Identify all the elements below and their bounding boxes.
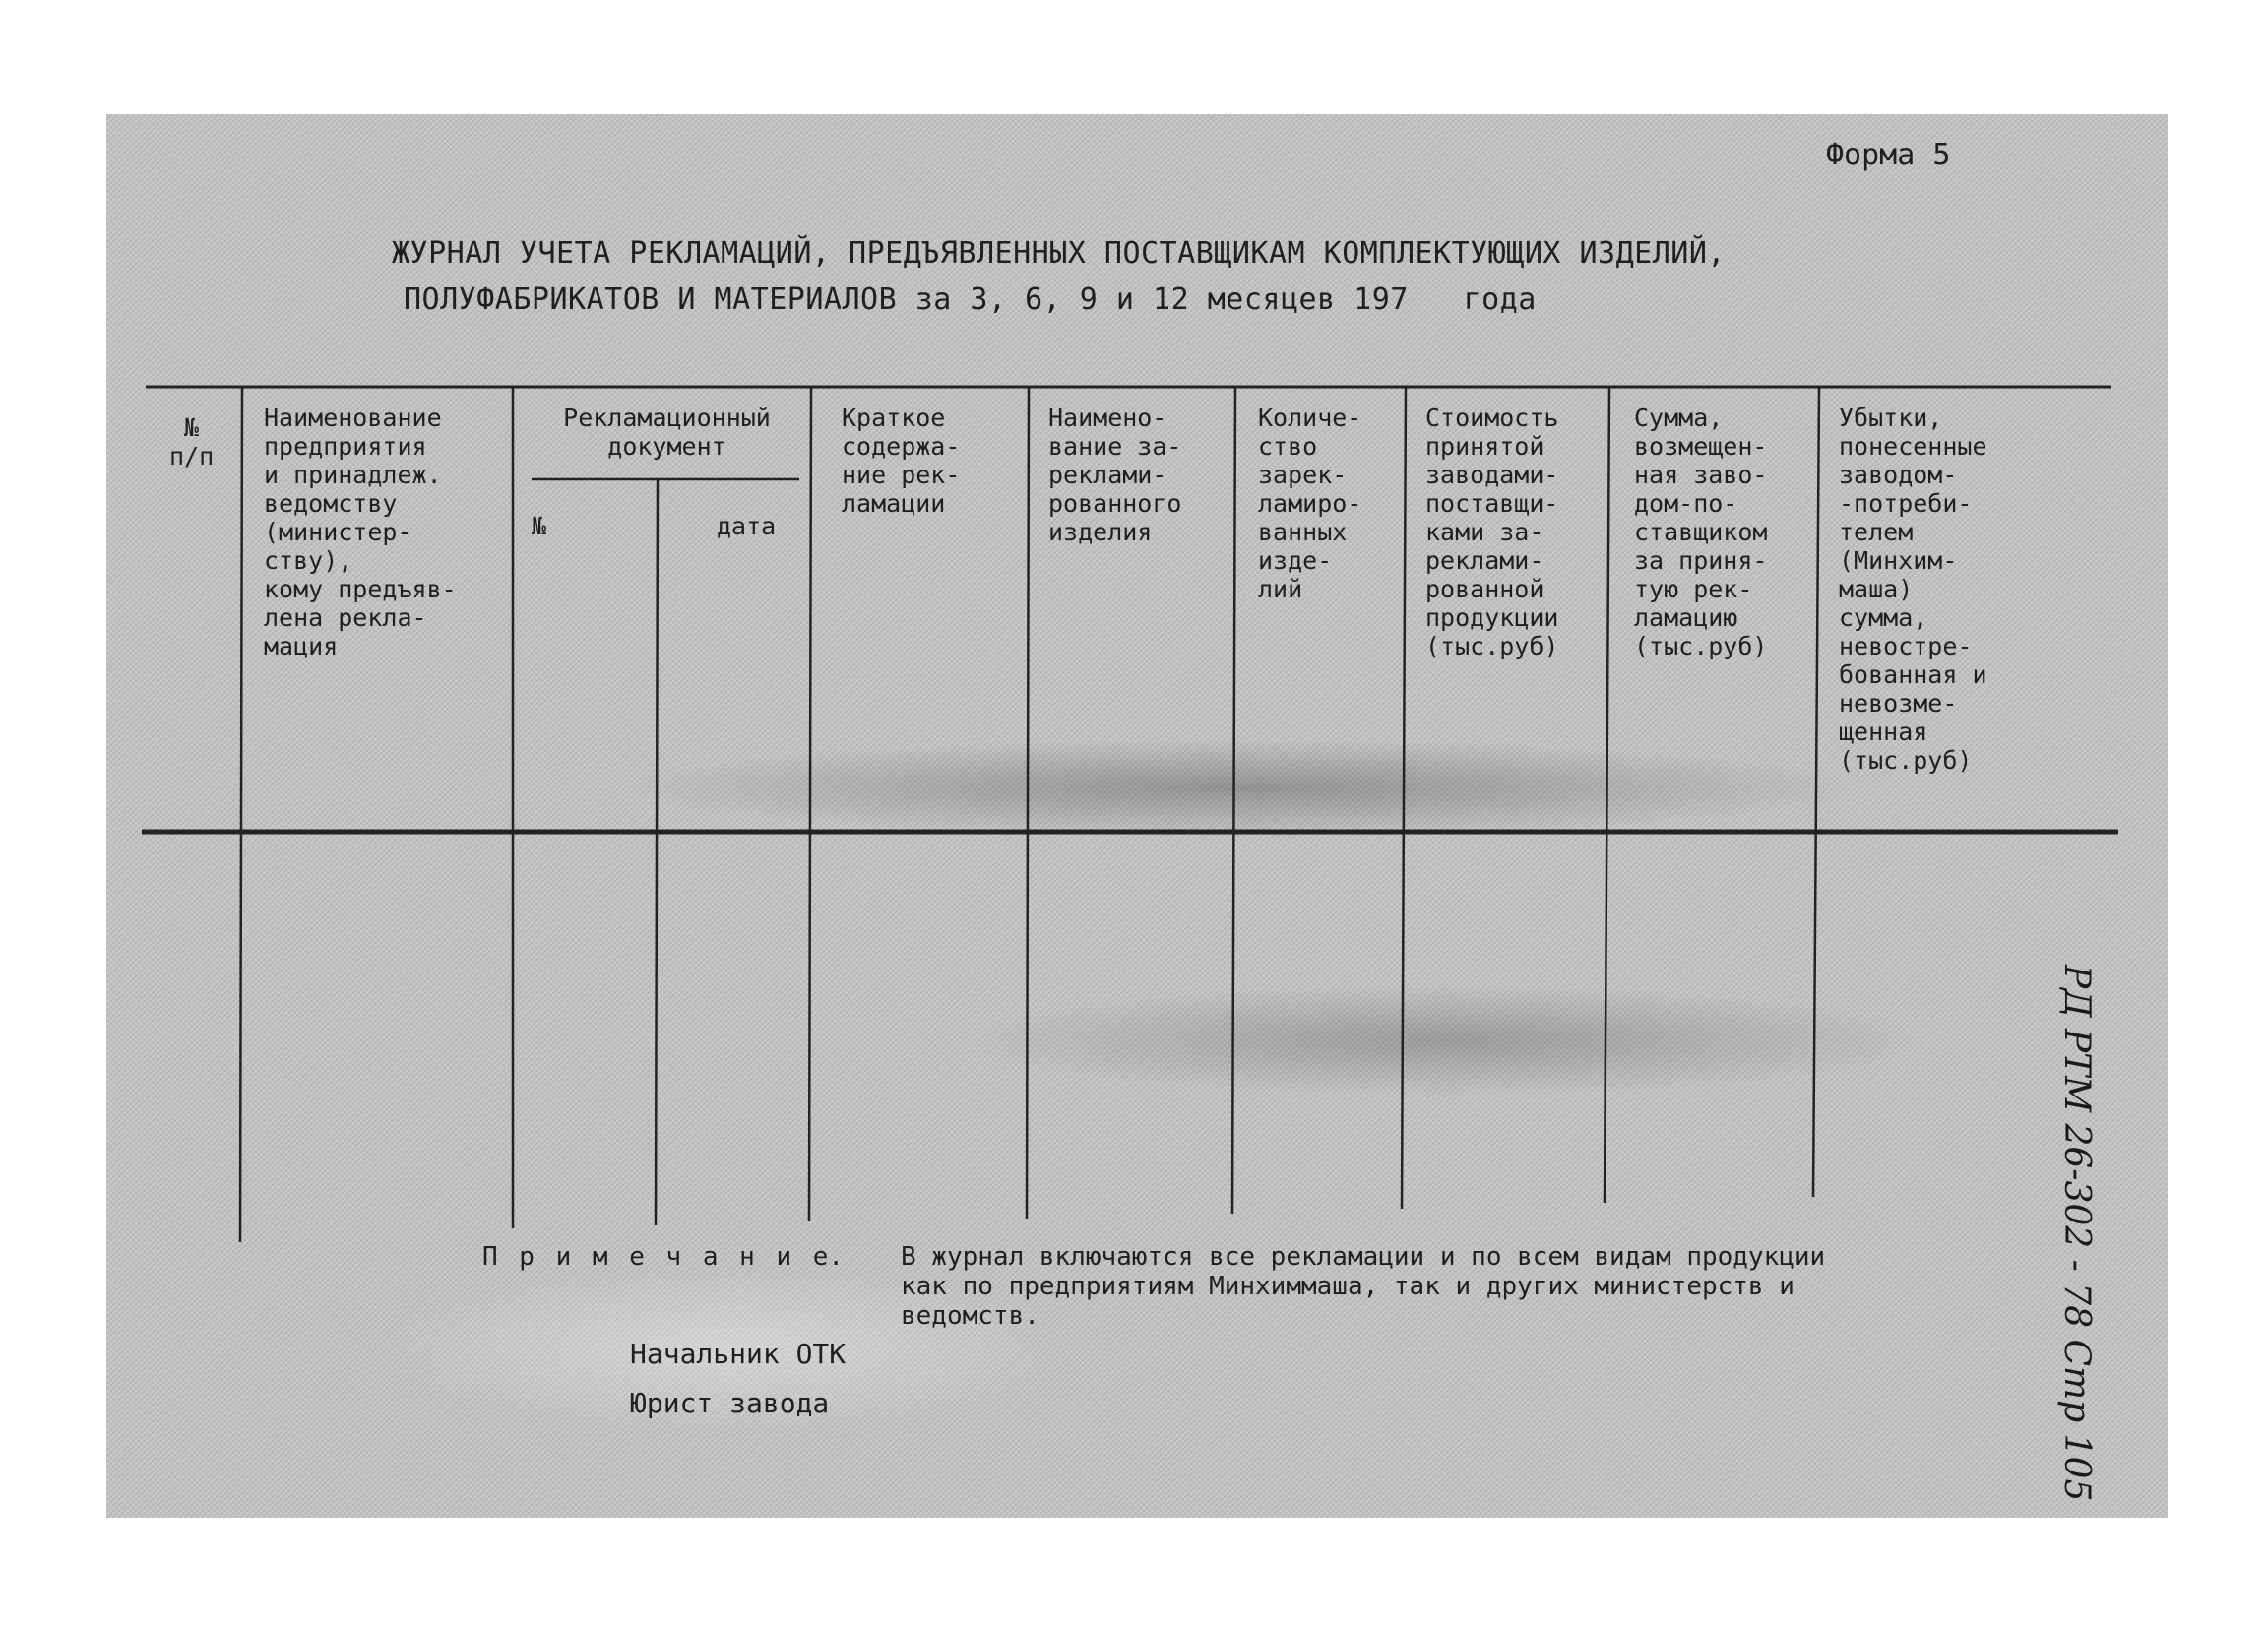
col-divider-7 (1402, 387, 1406, 1209)
document-code-vertical: РД РТМ 26-302 - 78 Стр 105 (2056, 965, 2097, 1502)
col-divider-6 (1232, 387, 1235, 1214)
col-header-num: № п/п (169, 413, 215, 470)
signature-head-otk: Начальник ОТК (630, 1338, 847, 1370)
col-divider-1 (240, 387, 242, 1242)
col-header-cost: Стоимость принятой заводами- поставщи- ками за- реклами- рованной продукции (тыс.руб) (1425, 404, 1559, 660)
col-header-quantity: Количе- ство зарек- ламиро- ванных изде- лий (1258, 404, 1362, 603)
col-divider-4 (809, 387, 811, 1221)
signature-lawyer: Юрист завода (630, 1387, 830, 1419)
col-header-compensated: Сумма, возмещен- ная заво- дом-по- ставщиком за приня- тую рек- ламацию (тыс.руб) (1634, 404, 1768, 660)
document-title-line-1: ЖУРНАЛ УЧЕТА РЕКЛАМАЦИЙ, ПРЕДЪЯВЛЕННЫХ ПОСТАВЩИКАМ КОМПЛЕКТУЮЩИХ ИЗДЕЛИЙ, (392, 236, 1726, 271)
col-divider-8 (1605, 387, 1609, 1203)
col-header-product-name: Наимено- вание за- реклами- рованного изделия (1048, 404, 1182, 546)
note-text-line-3: ведомств. (901, 1301, 1040, 1331)
col-header-doc: Рекламационный документ (563, 404, 771, 461)
document-title-line-2: ПОЛУФАБРИКАТОВ И МАТЕРИАЛОВ за 3, 6, 9 и 12 месяцев 197 года (404, 282, 1537, 317)
form-label: Форма 5 (1826, 138, 1951, 172)
col-header-doc-date: дата (717, 512, 777, 540)
col-header-doc-number: № (532, 512, 547, 540)
col-header-content: Краткое содержа- ние рек- ламации (842, 404, 961, 518)
note-text-line-2: как по предприятиям Минхиммаша, так и других министерств и (901, 1272, 1795, 1301)
col-divider-5 (1027, 387, 1029, 1219)
col-header-enterprise: Наименование предприятия и принадлеж. ведомству (министер- ству), кому предъяв- лена рекла- мация (264, 404, 457, 660)
note-heading: П р и м е ч а н и е. (482, 1242, 845, 1272)
col-divider-9 (1813, 387, 1819, 1197)
col-header-losses: Убытки, понесенные заводом- -потреби- телем (Минхим- маша) сумма, невостре- бованная и невозме- щенная (тыс.руб) (1839, 404, 1987, 775)
note-text-line-1: В журнал включаются все рекламации и по всем видам продукции (901, 1242, 1826, 1272)
col-divider-3 (656, 479, 658, 1225)
